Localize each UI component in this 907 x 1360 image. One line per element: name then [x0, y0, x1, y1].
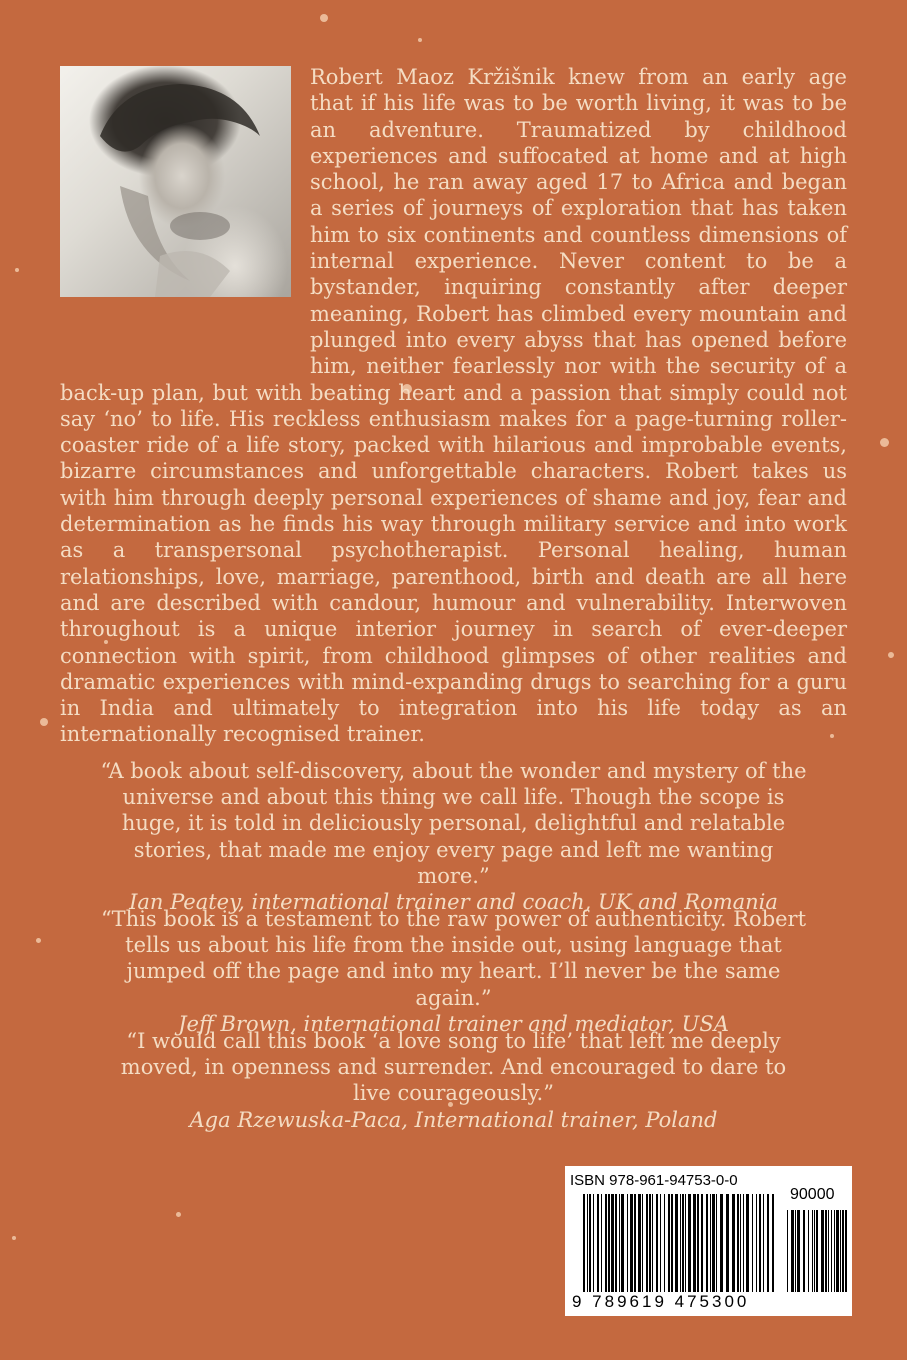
barcode-bar [608, 1194, 610, 1292]
barcode-bar [649, 1194, 651, 1292]
barcode-bar [652, 1194, 653, 1292]
barcode-bar [688, 1194, 691, 1292]
testimonial-2 [100, 906, 807, 1037]
price-bar [797, 1210, 800, 1292]
barcode-bar [680, 1194, 681, 1292]
barcode-bar [619, 1194, 620, 1292]
barcode-bar [706, 1194, 708, 1292]
barcode-bar [737, 1194, 739, 1292]
barcode-bar [621, 1194, 624, 1292]
barcode-bar [685, 1194, 686, 1292]
barcode-bar [693, 1194, 696, 1292]
barcode-bar [587, 1194, 588, 1292]
barcode-bar [664, 1194, 665, 1292]
barcode-bar [611, 1194, 614, 1292]
barcode-bar [726, 1194, 729, 1292]
barcode-bar [646, 1194, 648, 1292]
barcode-bar [589, 1194, 591, 1292]
speck [12, 1236, 16, 1240]
barcode-bar [656, 1194, 658, 1292]
barcode-bar [743, 1194, 744, 1292]
barcode-bar [605, 1194, 607, 1292]
barcode-bar [710, 1194, 711, 1292]
price-bar [821, 1210, 824, 1292]
barcode-bar [638, 1194, 641, 1292]
price-bar [831, 1210, 832, 1292]
quote-attribution: Jeff Brown, international trainer and mediator, USA [178, 1011, 729, 1036]
price-bar [791, 1210, 794, 1292]
barcode-bar [634, 1194, 636, 1292]
price-bar [814, 1210, 815, 1292]
barcode-digits: 9 789619 475300 [572, 1292, 750, 1311]
barcode-bar [701, 1194, 703, 1292]
testimonial-1 [100, 758, 807, 915]
barcode-bar [767, 1194, 769, 1292]
price-bar [836, 1210, 839, 1292]
quote-attribution: Ian Peatey, international trainer and coach, UK and Romania [129, 890, 778, 915]
speck [36, 938, 41, 943]
barcode-bar [759, 1194, 761, 1292]
price-bar [840, 1210, 841, 1292]
price-bar [842, 1210, 844, 1292]
barcode-bar [746, 1194, 749, 1292]
barcode-bar [671, 1194, 673, 1292]
barcode-bar [675, 1194, 678, 1292]
price-bar [812, 1210, 813, 1292]
barcode-bar [772, 1194, 774, 1292]
barcode-bar [583, 1194, 585, 1292]
barcode-bar [660, 1194, 661, 1292]
testimonial-3 [100, 1028, 807, 1133]
barcode-bar [668, 1194, 670, 1292]
barcode-bar [597, 1194, 599, 1292]
photo-spacer [60, 64, 310, 359]
isbn-label: ISBN 978-961-94753-0-0 [570, 1172, 738, 1189]
barcode-bar [615, 1194, 617, 1292]
barcode-bar [732, 1194, 735, 1292]
price-bar [825, 1210, 827, 1292]
barcode-bar [601, 1194, 602, 1292]
barcode-bar [756, 1194, 757, 1292]
barcode-bar [763, 1194, 764, 1292]
price-code: 90000 [790, 1186, 835, 1203]
price-bar [816, 1210, 818, 1292]
barcode-bar [697, 1194, 699, 1292]
quote-attribution: Aga Rzewuska-Paca, International trainer, Poland [189, 1107, 718, 1132]
bio-text: Robert Maoz Kržišnik knew from an early age that if his life was to be worth living, it was to be an adventure. Traumatized by childhood experiences and suffocated at home and at high school, he ran away aged 17 to Africa and began a series of journeys of exploration that has taken him to six continents and countless dimensions of internal experience. Never content to be a bystander, inquiring constantly after deeper meaning, Robert has climbed every mountain and plunged into every abyss that has opened before him, neither fearlessly nor with the security of a back-up plan, but with beating heart and a passion that simply could not say ‘no’ to life. His reckless enthusiasm makes for a page-turning roller-coaster ride of a life story, packed with hilarious and improbable events, bizarre circumstances and unforgettable characters. Robert takes us with him through deeply personal experiences of shame and joy, fear and determination as he finds his way through military service and into work as a transpersonal psychotherapist. Personal healing, human relationships, love, marriage, parenthood, birth and death are all here and are described with candour, humour and vulnerability. Interwoven throughout is a unique interior journey in search of ever-deeper connection with spirit, from childhood glimpses of other realities and dramatic experiences with mind-expanding drugs to searching for a guru in India and ultimately to integration into his life today as an internationally recognised trainer. [60, 65, 847, 747]
barcode-bar [740, 1194, 741, 1292]
barcode-bar [716, 1194, 717, 1292]
barcode-bar [752, 1194, 753, 1292]
price-bar [787, 1210, 788, 1292]
quote-text: “A book about self-discovery, about the wonder and mystery of the universe and about this thing we call life. Though the scope is huge, it is told in deliciously personal, delightful and relatable stories, that made me enjoy every page and left me wanting more.” [100, 759, 807, 888]
price-bar [808, 1210, 809, 1292]
quote-text: “I would call this book ‘a love song to life’ that left me deeply moved, in openness and surrender. And encouraged to dare to live courageously.” [120, 1029, 787, 1106]
price-bar [845, 1210, 847, 1292]
barcode-bar [630, 1194, 633, 1292]
barcode-bar [627, 1194, 628, 1292]
price-bar [795, 1210, 796, 1292]
price-bar [828, 1210, 829, 1292]
barcode-bar [593, 1194, 594, 1292]
price-bar [803, 1210, 805, 1292]
barcode-bar [682, 1194, 684, 1292]
speck [176, 1212, 181, 1217]
price-bar [834, 1210, 835, 1292]
barcode-bar [720, 1194, 723, 1292]
barcode-bar [712, 1194, 715, 1292]
quote-text: “This book is a testament to the raw power of authenticity. Robert tells us about his life from the inside out, using language that jumped off the page and into my heart. I’ll never be the same again.” [100, 907, 807, 1010]
barcode-bar [642, 1194, 643, 1292]
